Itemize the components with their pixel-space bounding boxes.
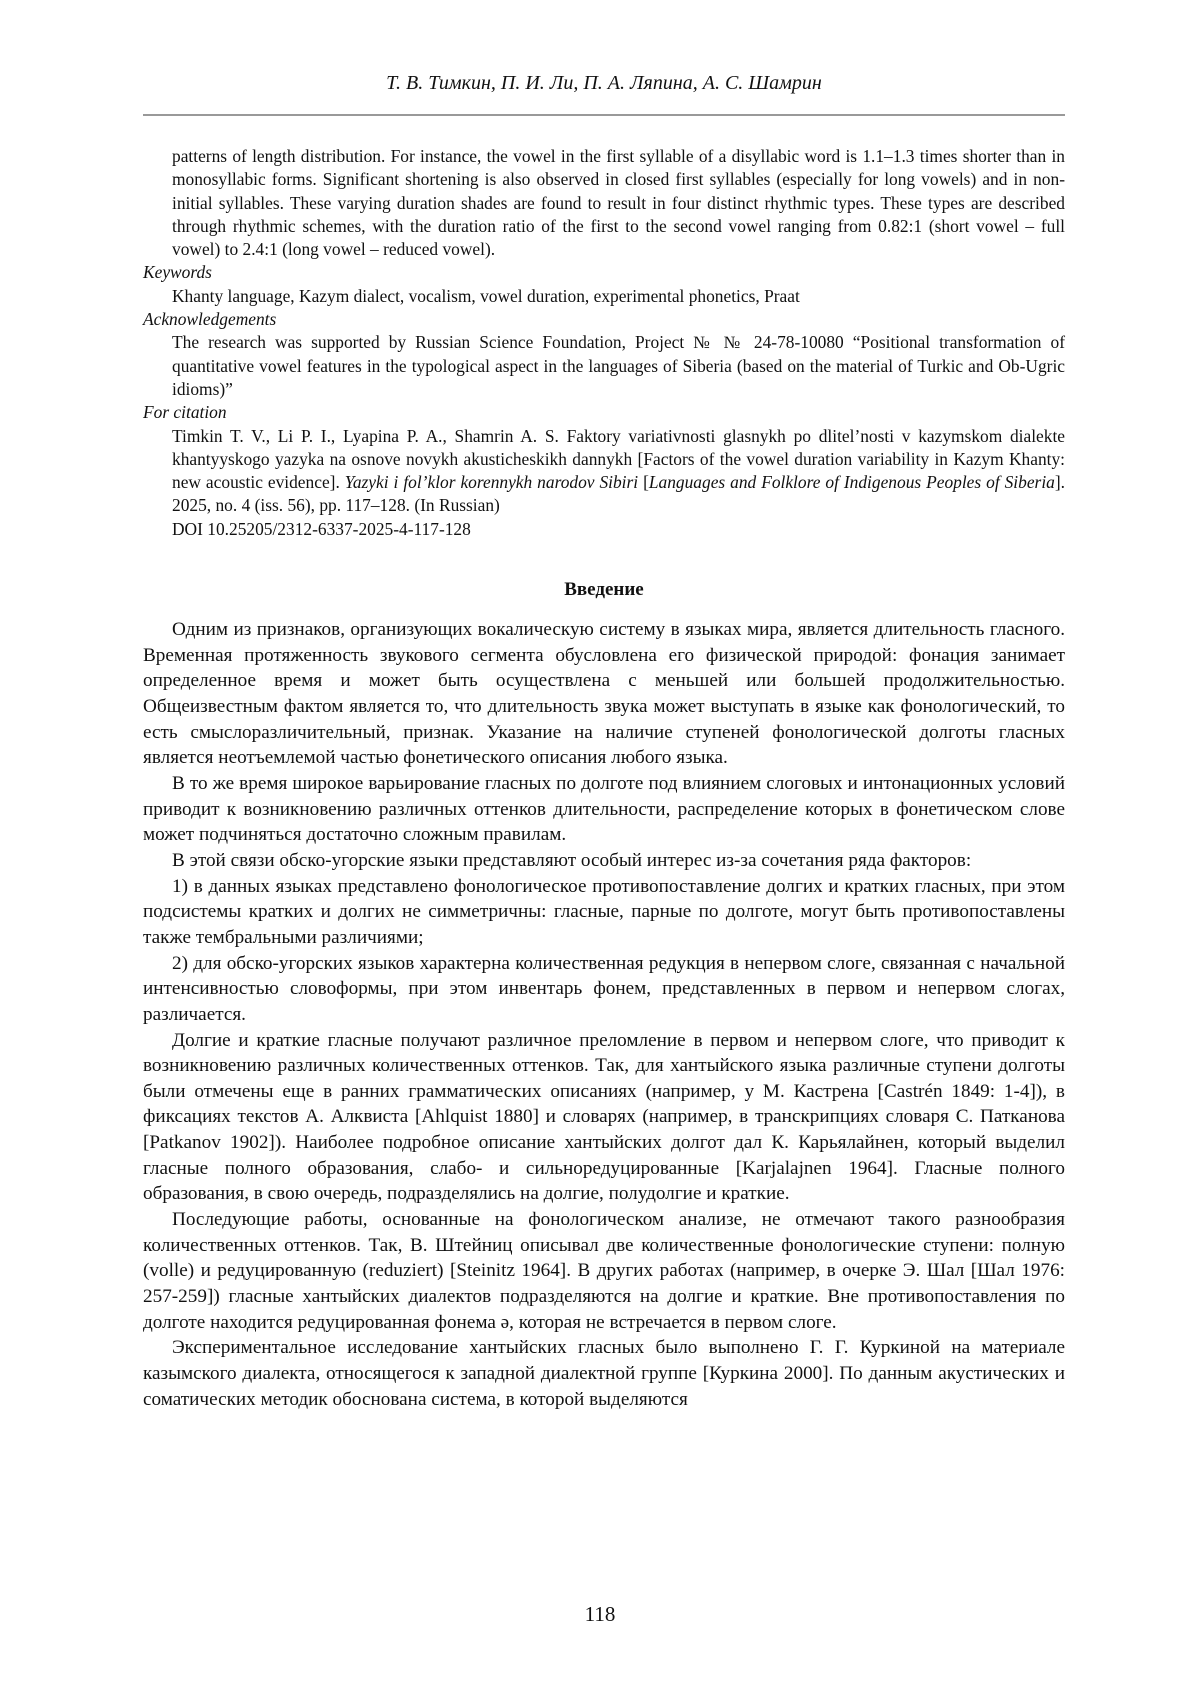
citation-journal-en: Languages and Folklore of Indigenous Peoples of Siberia — [648, 472, 1055, 493]
doi-text: DOI 10.25205/2312-6337-2025-4-117-128 — [172, 518, 471, 539]
abstract-text: patterns of length distribution. For instance, the vowel in the first syllable of a disyllabic word is 1.1–1.3 times shorter than in monosyllabic forms. Significant shortening is also observed in closed first syllables (especially for long vowels) and in non-initial syllables. These varying duration shades are found to result in four distinct rhythmic types. These types are described through rhythmic schemes, with the duration ratio of the first to the second vowel ranging from 0.82:1 (short vowel – full vowel) to 2.4:1 (long vowel – reduced vowel). — [172, 146, 1065, 260]
abstract-block — [143, 145, 1065, 541]
citation-part1: Timkin T. V., Li P. I., Lyapina P. A., Shamrin A. S. Faktory variativnosti glasnykh po dlitel’nosti v kazymskom dialekte khantyyskogo yazyka na osnove novykh akusticheskikh dannykh [Factors of the vowel duration variability in Kazym Khanty: new acoustic evidence]. — [172, 425, 1065, 493]
acknowledgements-label: Acknowledgements — [143, 309, 277, 330]
section-title: Введение — [564, 579, 644, 600]
paragraph: Экспериментальное исследование хантыйских гласных было выполнено Г. Г. Куркиной на материале казымского диалекта, относящегося к западной диалектной группе [Куркина 2000]. По данным акустических и соматических методик обоснована система, в которой выделяются — [143, 1337, 1065, 1410]
body-text — [143, 617, 1065, 1412]
citation-part2: [ — [638, 472, 649, 493]
paragraph: Последующие работы, основанные на фонологическом анализе, не отмечают такого разнообразия количественных оттенков. Так, В. Штейниц описывал две количественные фонологические ступени: полную (volle) и редуцированную (reduziert) [Steinitz 1964]. В других работах (например, в очерке Э. Шал [Шал 1976: 257-259]) гласные хантыйских диалектов подразделяются на долгие и краткие. Вне противопоставления по долготе находится редуцированная фонема ə, которая не встречается в первом слоге. — [143, 1209, 1065, 1333]
paragraph: В этой связи обско-угорские языки представляют особый интерес из-за сочетания ряда факторов: — [172, 849, 972, 871]
citation-part3: ]. 2025, no. 4 (iss. 56), pp. 117–128. (In Russian) — [172, 472, 1065, 516]
citation-journal: Yazyki i fol’klor korennykh narodov Sibiri — [344, 472, 639, 493]
paragraph: В то же время широкое варьирование гласных по долготе под влиянием слоговых и интонационных условий приводит к возникновению различных оттенков длительности, распределение которых в фонетическом слове может подчиняться достаточно сложным правилам. — [143, 772, 1065, 846]
header-rule — [143, 114, 1065, 116]
keywords-label: Keywords — [143, 262, 212, 283]
citation-text — [143, 425, 1065, 518]
citation-label: For citation — [143, 402, 227, 423]
keywords-text: Khanty language, Kazym dialect, vocalism, vowel duration, experimental phonetics, Praat — [172, 285, 800, 306]
paragraph: Долгие и краткие гласные получают различное преломление в первом и непервом слоге, что приводит к возникновению различных количественных оттенков. Так, для хантыйского языка различные ступени долготы были отмечены еще в ранних грамматических описаниях (например, у М. Кастрена [Castrén 1849: 1-4]), в фиксациях текстов А. Алквиста [Ahlquist 1880] и словарях (например, в транскрипциях словаря С. Патканова [Patkanov 1902]). Наиболее подробное описание хантыйских долгот дал К. Карьялайнен, который выделил гласные полного образования, слабо- и сильноредуцированные [Karjalajnen 1964]. Гласные полного образования, в свою очередь, подразделялись на долгие, полудолгие и краткие. — [143, 1029, 1065, 1205]
running-header: Т. В. Тимкин, П. И. Ли, П. А. Ляпина, А. С. Шамрин — [386, 72, 822, 94]
list-item: 1) в данных языках представлено фонологическое противопоставление долгих и кратких гласных, при этом подсистемы кратких и долгих не симметричны: гласные, парные по долготе, могут быть противопоставлены также тембральными различиями; — [143, 875, 1065, 948]
list-item: 2) для обско-угорских языков характерна количественная редукция в непервом слоге, связанная с начальной интенсивностью словоформы, при этом инвентарь фонем, представленных в первом и непервом слогах, различается. — [143, 952, 1065, 1025]
paragraph: Одним из признаков, организующих вокалическую систему в языках мира, является длительность гласного. Временная протяженность звукового сегмента обусловлена его физической природой: фонация занимает определенное время и может быть осуществлена с меньшей или большей продолжительностью. Общеизвестным фактом является то, что длительность звука может выступать в языке как фонологический, то есть смыслоразличительный, признак. Указание на наличие ступеней фонологической долготы гласных является неотъемлемой частью фонетического описания любого языка. — [143, 619, 1065, 769]
page-number: 118 — [584, 1602, 616, 1626]
acknowledgements-text: The research was supported by Russian Science Foundation, Project № № 24-78-10080 “Positional transformation of quantitative vowel features in the typological aspect in the languages of Siberia (based on the material of Turkic and Ob-Ugric idioms)” — [172, 332, 1065, 399]
